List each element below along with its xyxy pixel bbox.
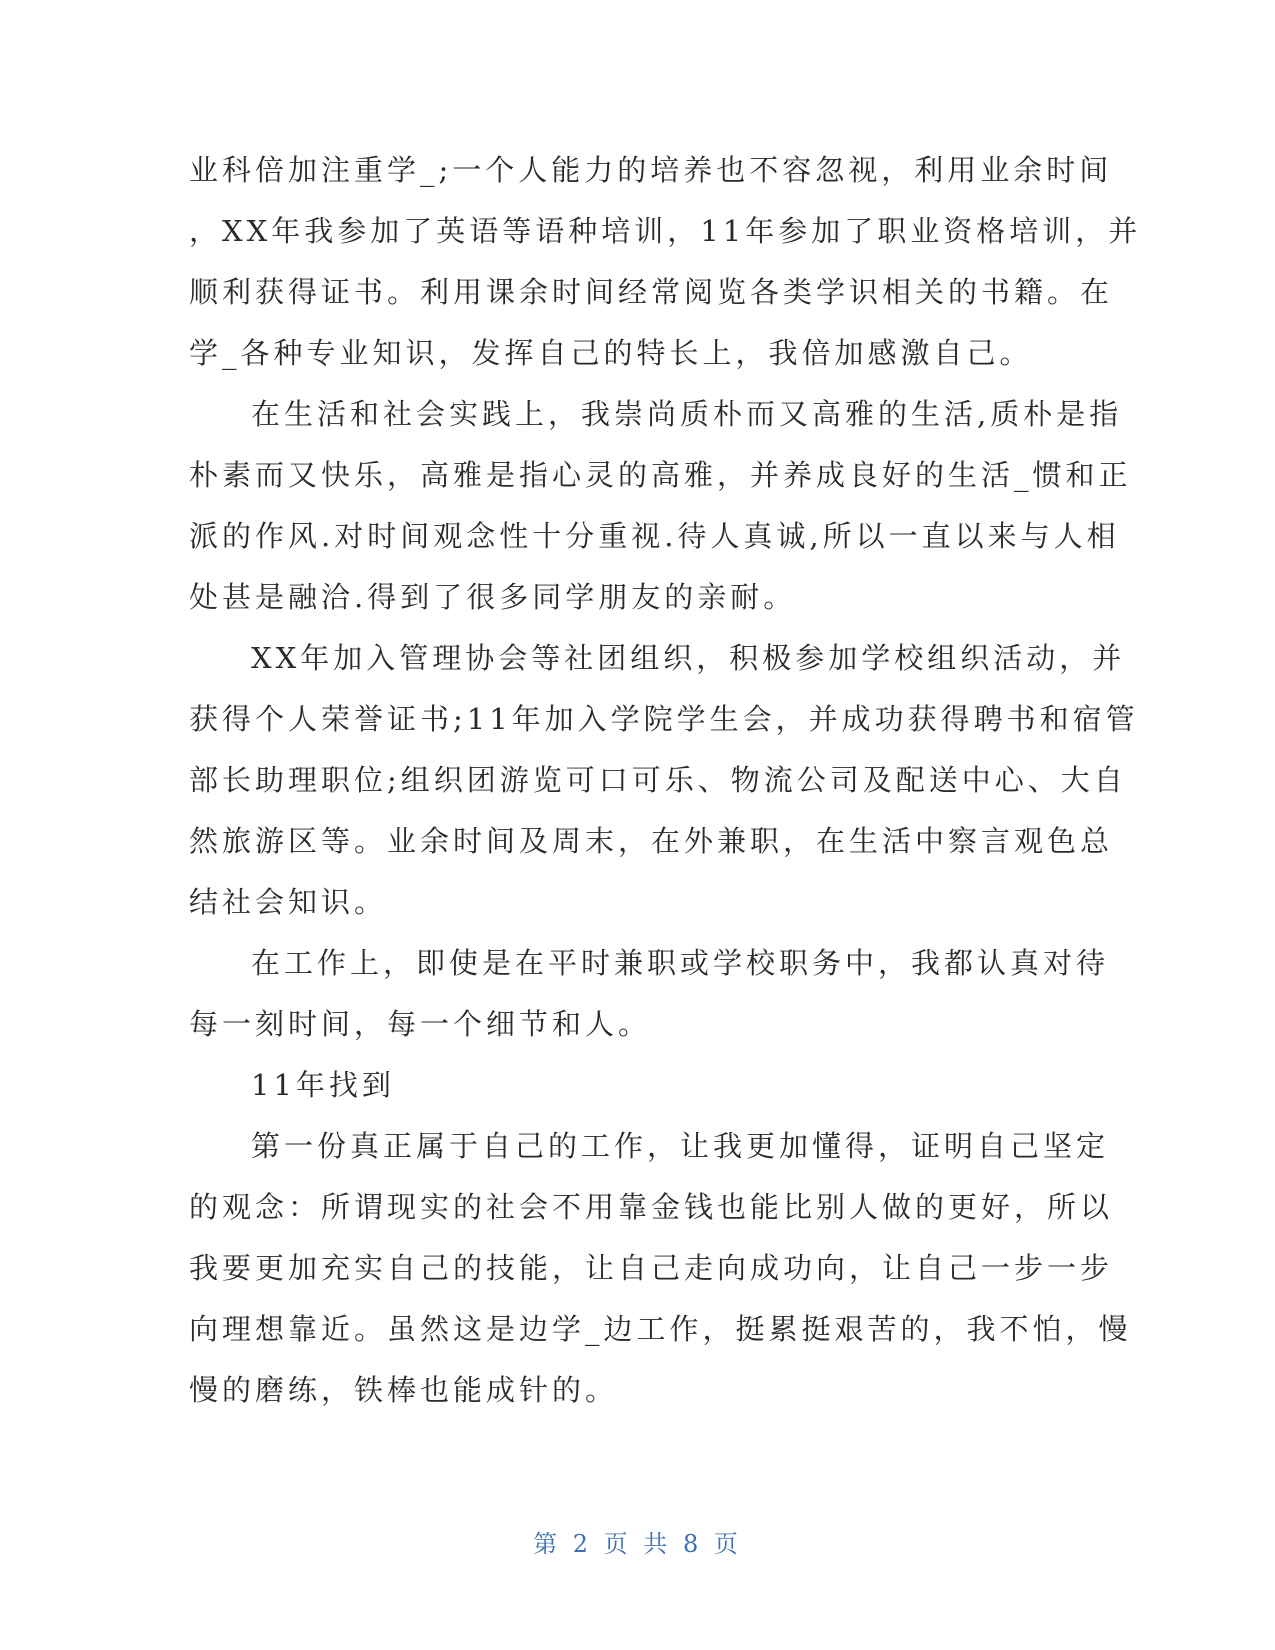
text-line: 我要更加充实自己的技能，让自己走向成功向，让自己一步一步 (189, 1251, 1114, 1285)
text-line: 顺利获得证书。利用课余时间经常阅览各类学识相关的书籍。在 (189, 275, 1114, 309)
text-line: 结社会知识。 (189, 885, 388, 919)
text-line: 部长助理职位;组织团游览可口可乐、物流公司及配送中心、大自 (189, 763, 1127, 797)
text-line: 在生活和社会实践上，我崇尚质朴而又高雅的生活,质朴是指 (251, 397, 1123, 431)
text-line: 的观念：所谓现实的社会不用靠金钱也能比别人做的更好，所以 (189, 1190, 1114, 1224)
text-line: 然旅游区等。业余时间及周末，在外兼职，在生活中察言观色总 (189, 824, 1114, 858)
text-line: 派的作风.对时间观念性十分重视.待人真诚,所以一直以来与人相 (189, 519, 1120, 553)
text-line: 慢的磨练，铁棒也能成针的。 (189, 1373, 619, 1407)
text-line: 朴素而又快乐，高雅是指心灵的高雅，并养成良好的生活_惯和正 (189, 458, 1132, 492)
text-line: 处甚是融洽.得到了很多同学朋友的亲耐。 (189, 580, 797, 614)
text-line: XX年加入管理协会等社团组织，积极参加学校组织活动，并 (251, 641, 1126, 675)
text-line: 向理想靠近。虽然这是边学_边工作，挺累挺艰苦的，我不怕，慢 (189, 1312, 1132, 1346)
text-line: 获得个人荣誉证书;11年加入学院学生会，并成功获得聘书和宿管 (189, 702, 1139, 736)
page-number-footer: 第 2 页 共 8 页 (533, 1530, 742, 1558)
text-line: ，XX年我参加了英语等语种培训，11年参加了职业资格培训，并 (189, 214, 1142, 248)
text-line: 11年找到 (251, 1068, 395, 1102)
text-line: 第一份真正属于自己的工作，让我更加懂得，证明自己坚定 (251, 1129, 1110, 1163)
text-line: 学_各种专业知识，发挥自己的特长上，我倍加感激自己。 (189, 336, 1033, 370)
document-body (189, 140, 1142, 1421)
text-line: 每一刻时间，每一个细节和人。 (189, 1007, 652, 1041)
text-line: 业科倍加注重学_;一个人能力的培养也不容忽视，利用业余时间 (189, 153, 1113, 187)
text-line: 在工作上，即使是在平时兼职或学校职务中，我都认真对待 (251, 946, 1110, 980)
